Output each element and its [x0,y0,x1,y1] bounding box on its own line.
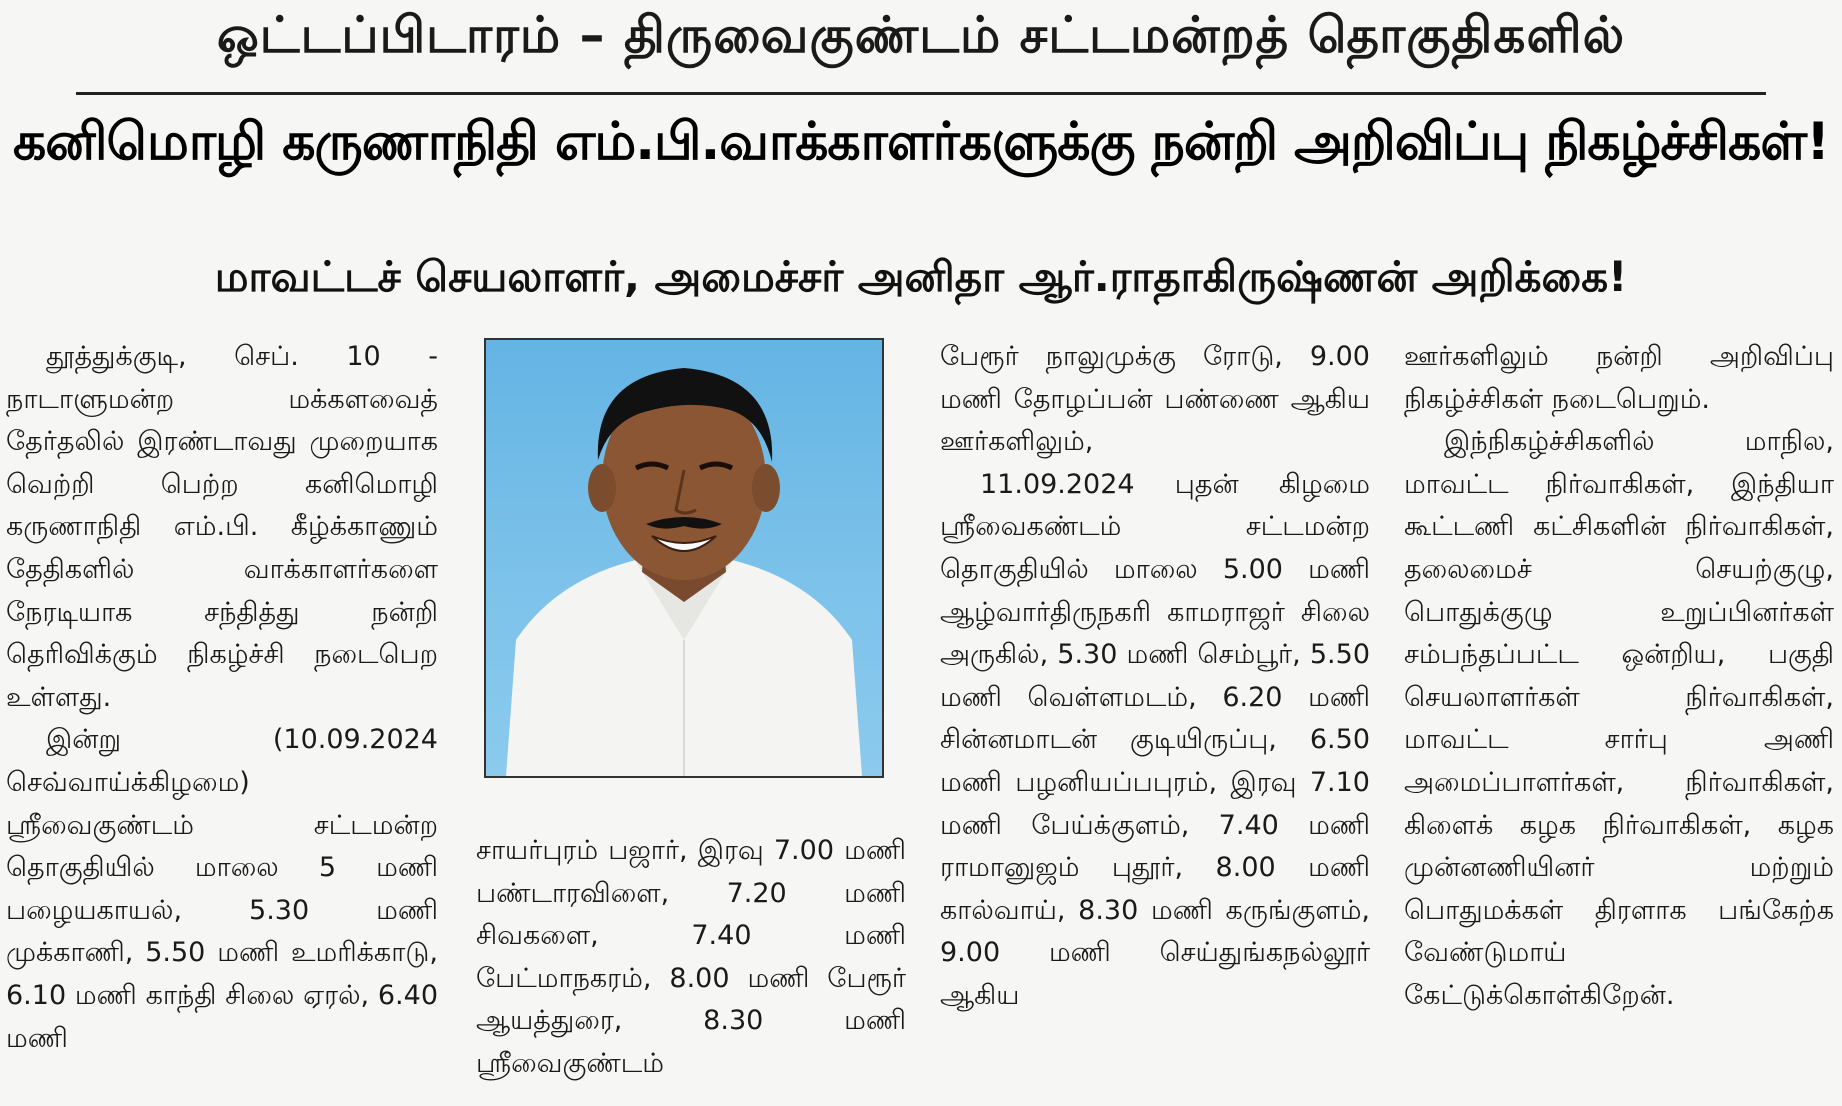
article-paragraph: சாயர்புரம் பஜார், இரவு 7.00 மணி பண்டாரவிளை, 7.20 மணி சிவகளை, 7.40 மணி பேட்மாநகரம், 8.00 மணி பேரூர் ஆயத்துரை, 8.30 மணி ஸ்ரீவைகுண்டம் [476,835,906,1079]
article-column-3 [476,830,906,1106]
portrait-photo [484,338,884,778]
article-paragraph: இந்நிகழ்ச்சிகளில் மாநில, மாவட்ட நிர்வாகிகள், இந்தியா கூட்டணி கட்சிகளின் நிர்வாகிகள், தலைமைச் செயற்குழு, பொதுக்குழு உறுப்பினர்கள் சம்பந்தப்பட்ட ஒன்றிய, பகுதி செயலாளர்கள் நிர்வாகிகள், மாவட்ட சார்பு அணி அமைப்பாளர்கள், நிர்வாகிகள், கிளைக் கழக நிர்வாகிகள், கழக முன்னணியினர் மற்றும் பொதுமக்கள் திரளாக பங்கேற்க வேண்டுமாய் கேட்டுக்கொள்கிறேன். [1404,426,1834,1011]
subheadline: மாவட்டச் செயலாளர், அமைச்சர் அனிதா ஆர்.ராதாகிருஷ்ணன் அறிக்கை! [214,252,1628,301]
main-headline: கனிமொழி கருணாநிதி எம்.பி.வாக்காளர்களுக்கு நன்றி அறிவிப்பு நிகழ்ச்சிகள்! [13,112,1829,172]
article-column-1 [6,336,438,1106]
headline-rule [76,92,1766,95]
portrait-illustration [486,340,882,776]
article-paragraph: ஊர்களிலும் நன்றி அறிவிப்பு நிகழ்ச்சிகள் நடைபெறும். [1404,341,1834,415]
article-paragraph: 11.09.2024 புதன் கிழமை ஸ்ரீவைகண்டம் சட்டமன்ற தொகுதியில் மாலை 5.00 மணி ஆழ்வார்திருநகரி காமராஜர் சிலை அருகில், 5.30 மணி செம்பூர், 5.50 மணி வெள்ளமடம், 6.20 மணி சின்னமாடன் குடியிருப்பு, 6.50 மணி பழனியப்பபுரம், இரவு 7.10 மணி பேய்க்குளம், 7.40 மணி ராமானுஜம் புதூர், 8.00 மணி கால்வாய், 8.30 மணி கருங்குளம், 9.00 மணி செய்துங்கநல்லூர் ஆகிய [940,468,1370,1011]
article-paragraph: இன்று (10.09.2024 செவ்வாய்க்கிழமை) ஸ்ரீவைகுண்டம் சட்டமன்ற தொகுதியில் மாலை 5 மணி பழையகாயல், 5.30 மணி முக்காணி, 5.50 மணி உமரிக்காடு, 6.10 மணி காந்தி சிலை ஏரல், 6.40 மணி [6,724,438,1054]
article-column-4 [940,336,1370,1106]
article-column-5 [1404,336,1834,1106]
article-paragraph: தூத்துக்குடி, செப். 10 - நாடாளுமன்ற மக்களவைத் தேர்தலில் இரண்டாவது முறையாக வெற்றி பெற்ற கனிமொழி கருணாநிதி எம்.பி. கீழ்க்காணும் தேதிகளில் வாக்காளர்களை நேரடியாக சந்தித்து நன்றி தெரிவிக்கும் நிகழ்ச்சி நடைபெற உள்ளது. [6,341,438,713]
article-paragraph: பேரூர் நாலுமுக்கு ரோடு, 9.00 மணி தோழப்பன் பண்ணை ஆகிய ஊர்களிலும், [940,341,1370,458]
kicker-headline: ஒட்டப்பிடாரம் – திருவைகுண்டம் சட்டமன்றத் தொகுதிகளில் [216,6,1626,64]
